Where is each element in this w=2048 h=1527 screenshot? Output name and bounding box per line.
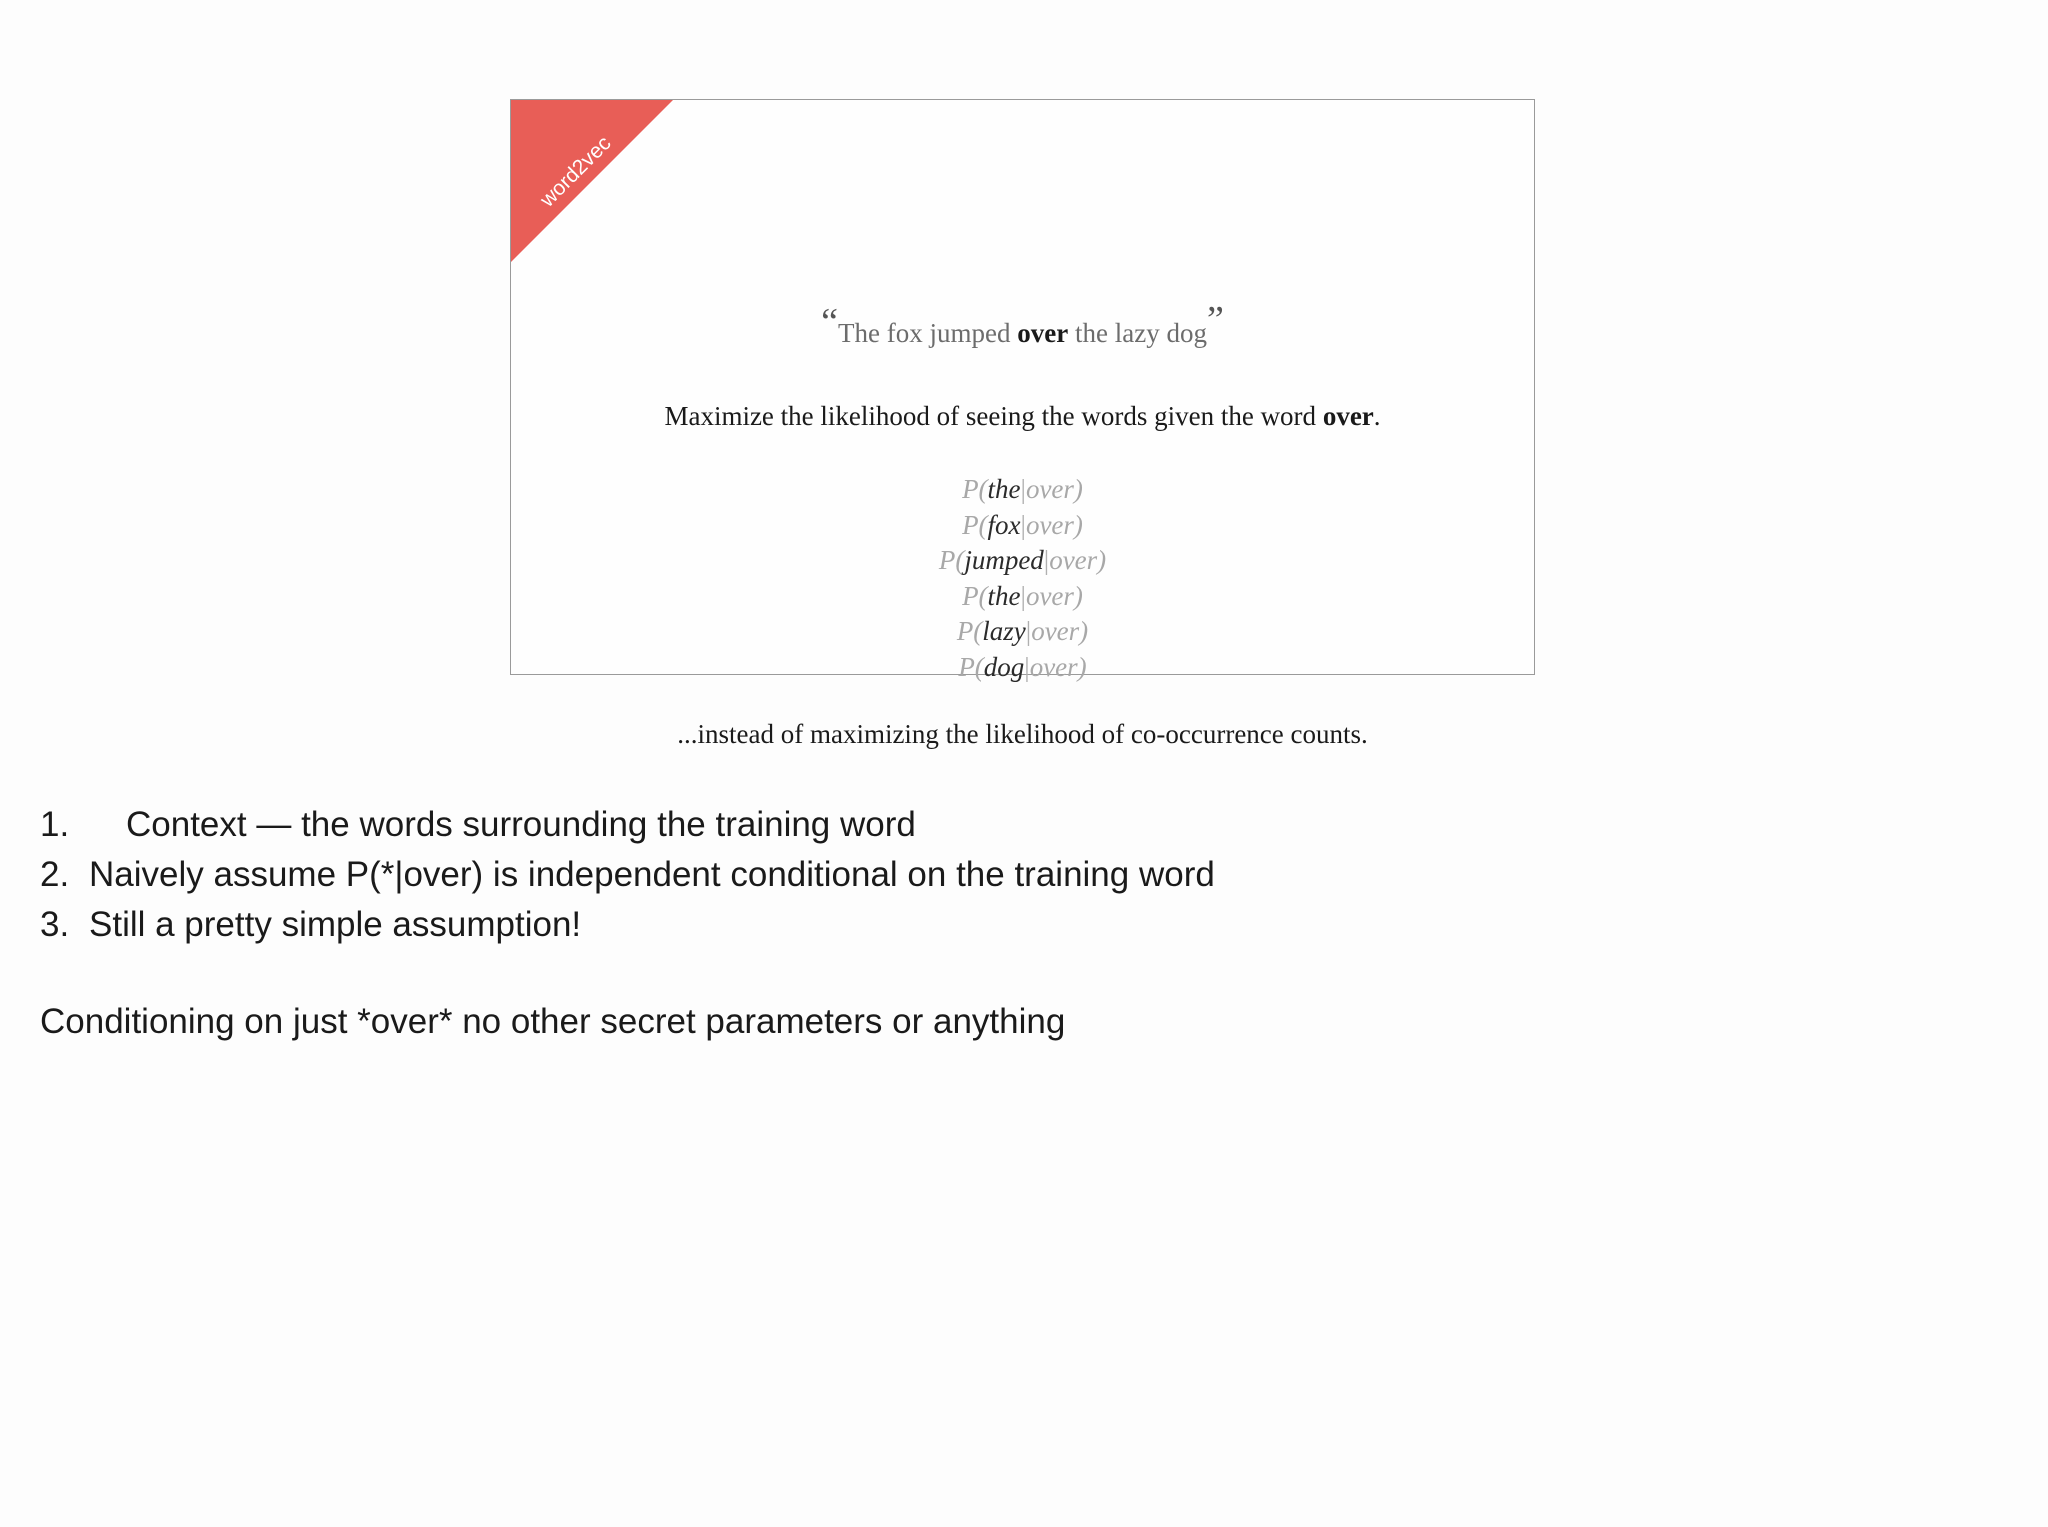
prob-given: over) [1025, 509, 1083, 540]
probability-row [511, 472, 1534, 508]
prob-word: the [987, 580, 1021, 611]
prob-bar: | [1020, 474, 1026, 504]
note-number: 2. [40, 855, 70, 894]
prob-bar: | [1020, 509, 1026, 540]
maximize-end: . [1373, 401, 1381, 431]
maximize-text: Maximize the likelihood of seeing the words given the word [664, 401, 1323, 431]
corner-ribbon [511, 100, 673, 262]
prob-bar: | [1043, 545, 1050, 575]
note-number: 3. [40, 905, 70, 944]
note-text: Naively assume P(*|over) is independent conditional on the training word [89, 855, 1215, 894]
prob-word: fox [987, 509, 1021, 540]
quote-before: The fox jumped [838, 318, 1018, 348]
probability-row [511, 543, 1534, 579]
prob-given: over) [1029, 651, 1087, 682]
prob-given: over) [1025, 580, 1083, 611]
note-text: Context — the words surrounding the training word [126, 805, 916, 844]
prob-prefix: P( [962, 580, 988, 611]
prob-bar: | [1020, 580, 1026, 611]
open-quote-mark: “ [821, 301, 839, 343]
ribbon-label: word2vec [535, 131, 616, 212]
prob-given: over) [1049, 545, 1107, 575]
note-text: Still a pretty simple assumption! [89, 905, 582, 944]
prob-prefix: P( [962, 474, 988, 504]
probability-list [511, 472, 1534, 685]
prob-prefix: P( [956, 616, 983, 646]
probability-row [511, 614, 1534, 650]
quote-target-word: over [1017, 318, 1069, 348]
slide-thumbnail [510, 99, 1535, 749]
prob-prefix: P( [958, 651, 984, 682]
prob-given: over) [1031, 616, 1089, 646]
prob-word: jumped [964, 545, 1044, 575]
maximize-statement [511, 401, 1534, 432]
probability-row [511, 508, 1534, 544]
probability-row [511, 650, 1534, 686]
quote-after: the lazy dog [1068, 318, 1207, 348]
prob-word: lazy [982, 616, 1026, 646]
close-quote-mark: ” [1206, 299, 1224, 341]
note-number: 1. [40, 805, 70, 844]
instead-statement: ...instead of maximizing the likelihood of co-occurrence counts. [677, 719, 1368, 749]
maximize-target-word: over [1322, 401, 1374, 431]
prob-word: the [987, 474, 1021, 504]
prob-prefix: P( [962, 509, 988, 540]
example-sentence [511, 299, 1534, 352]
probability-row [511, 579, 1534, 615]
prob-prefix: P( [938, 545, 965, 575]
prob-given: over) [1025, 474, 1083, 504]
prob-word: dog [983, 651, 1025, 682]
prob-bar: | [1024, 651, 1030, 682]
closing-note: Conditioning on just *over* no other secret parameters or anything [40, 1002, 1066, 1041]
prob-bar: | [1025, 616, 1032, 646]
